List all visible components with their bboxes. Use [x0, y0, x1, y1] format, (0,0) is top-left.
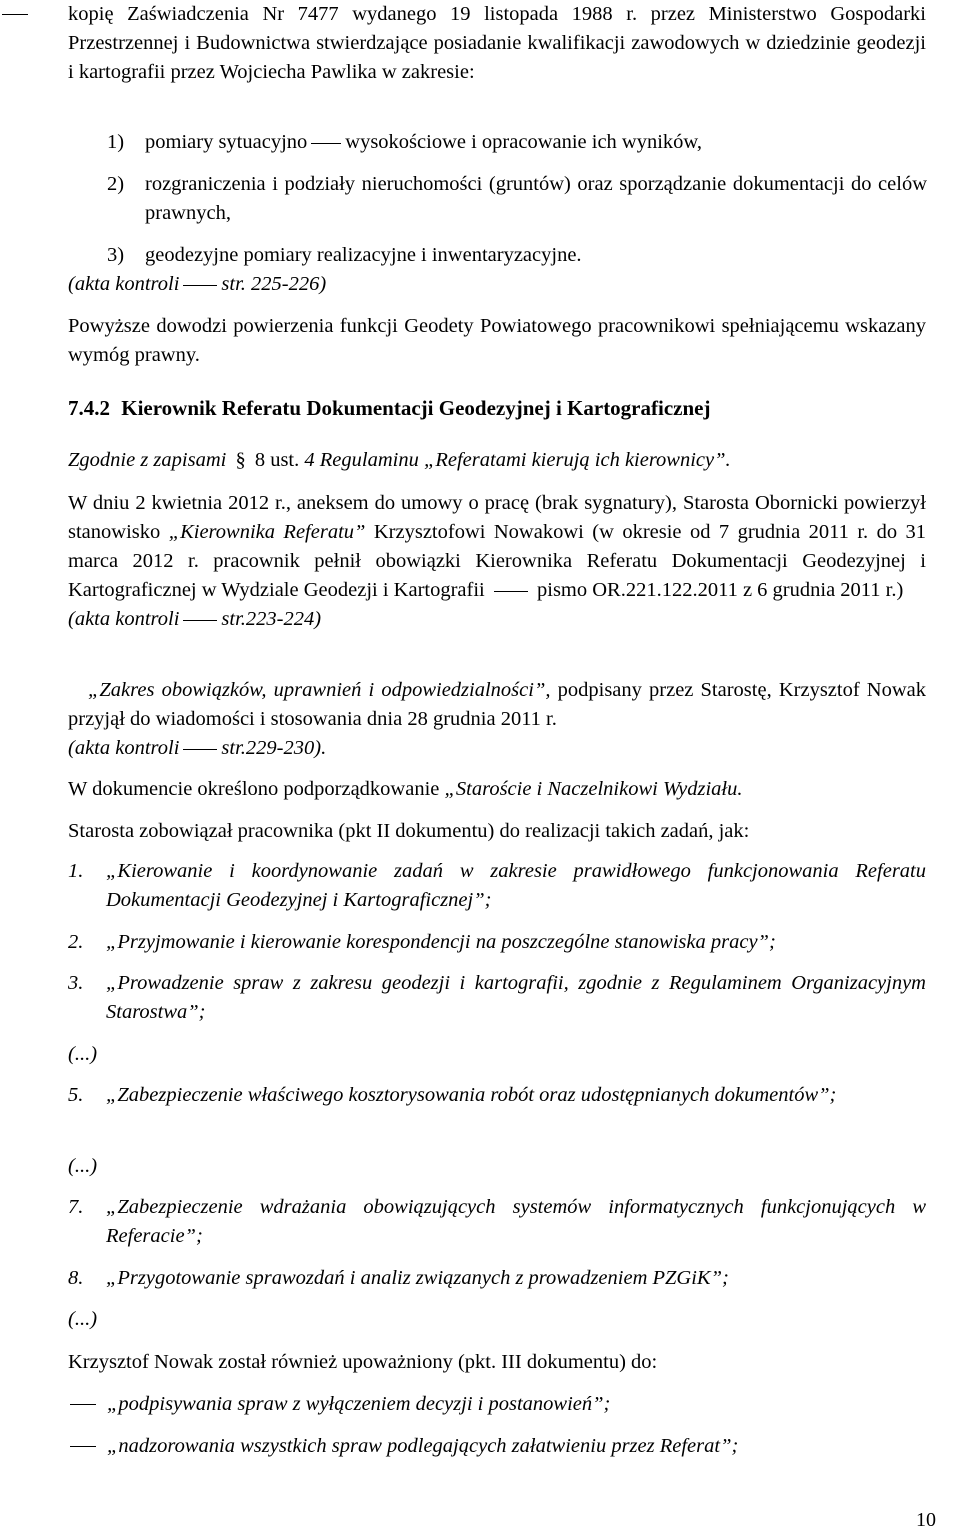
scope-item-num: 3): [107, 244, 125, 266]
dash-icon: [183, 749, 217, 750]
dash-bullet-icon: [2, 14, 28, 15]
heading-title: Kierownik Referatu Dokumentacji Geodezyjnej i Kartograficznej: [121, 396, 711, 420]
paragraph-3: W dniu 2 kwietnia 2012 r., aneksem do umowy o pracę (brak sygnatury), Starosta Obornicki powierzył stanowisko „Kierownika Referatu” Krzysztofowi Nowakowi (w okresie od 7 grudnia 2011 r. do 31 marca 2012 r. pracownik pełnił obowiązki Kierownika Referatu Dokumentacji Geodezyjnej i Kartograficznej w Wydziale Geodezji i Kartografii pismo OR.221.122.2011 z 6 grudnia 2011 r.) (akta kontroli str.223-224): [68, 492, 927, 630]
paragraph-5: W dokumencie określono podporządkowanie „Staroście i Naczelnikowi Wydziału.: [68, 778, 743, 800]
section-heading: [68, 394, 948, 423]
document-page: kopię Zaświadczenia Nr 7477 wydanego 19 listopada 1988 r. przez Ministerstwo Gospodarki Przestrzennej i Budownictwa stwierdzające posiadanie kwalifikacji zawodowych w dziedzinie geodezji i kartografii przez Wojciecha Pawlika w zakresie: 1) pomiary sytuacyjno wysokościowe i opracowanie ich wyników, 2) rozgraniczenia i podziały nieruchomości (gruntów) oraz sporządzanie dokumentacji do celów prawnych, 3) geodezyjne pomiary realizacyjne i inwentaryzacyjne. (akta kontroli str. 225-226) Powyższe dowodzi powierzenia funkcji Geodety Powiatowego pracownikowi spełniającemu wskazany wymóg prawny. 7.4.2 Kierownik Referatu Dokumentacji Geodezyjnej i Kartograficznej Zgodnie z zapisami § 8 ust. 4 Regulaminu „Referatami kierują ich kierownicy”. W dniu 2 kwietnia 2012 r., aneksem do umowy o pracę (brak sygnatury), Starosta Obornicki powierzył stanowisko „Kierownika Referatu” Krzysztofowi Nowakowi (w okresie od 7 grudnia 2011 r. do 31 marca 2012 r. pracownik pełnił obowiązki Kierownika Referatu Dokumentacji Geodezyjnej i Kartograficznej w Wydziale Geodezji i Kartografii pismo OR.221.122.2011 z 6 grudnia 2011 r.) (akta kontroli str.223-224) „Zakres obowiązków, uprawnień i odpowiedzialności”, podpisany przez Starostę, Krzysztof Nowak przyjął do wiadomości i stosowania dnia 28 grudnia 2011 r. (akta kontroli str.229-230). W dokumencie określono podporządkowanie „Staroście i Naczelnikowi Wydziału. Starosta zobowiązał pracownika (pkt II dokumentu) do realizacji takich zadań, jak: 1. „Kierowanie i koordynowanie zadań w zakresie prawidłowego funkcjonowania Referatu Dokumentacji Geodezyjnej i Kartograficznej”; 2. „Przyjmowanie i kierowanie korespondencji na poszczególne stanowiska pracy”; 3. „Prowadzenie spraw z zakresu geodezji i kartografii, zgodnie z Regulaminem Organizacyjnym Starostwa”; (...) 5. „Zabezpieczenie właściwego kosztorysowania robót oraz udostępnianych dokumentów”; (...) 7. „Zabezpieczenie wdrażania obowiązujących systemów informatycznych funkcjonujących w Referacie”; 8. „Przygotowanie sprawozdań i analiz związanych z prowadzeniem PZGiK”; (...) Krzysztof Nowak został również upoważniony (pkt. III dokumentu) do: „podpisywania spraw z wyłączeniem decyzji i postanowień”; „nadzorowania wszystkich spraw podlegających załatwieniu przez Referat”; 10: [0, 0, 960, 1537]
akta-ref-2: (akta kontroli str.223-224): [68, 608, 322, 630]
heading-number: 7.4.2: [68, 396, 110, 420]
dash-icon: [494, 591, 528, 592]
paragraph-1: Powyższe dowodzi powierzenia funkcji Geodety Powiatowego pracownikowi spełniającemu wskazany wymóg prawny.: [68, 315, 926, 366]
scope-item-text: geodezyjne pomiary realizacyjne i inwentaryzacyjne.: [145, 244, 582, 266]
scope-item-num: 1): [107, 131, 125, 153]
paragraph-2: Zgodnie z zapisami § 8 ust. 4 Regulaminu „Referatami kierują ich kierownicy”.: [68, 449, 731, 471]
scope-item-text: rozgraniczenia i podziały nieruchomości (gruntów) oraz sporządzanie dokumentacji do celów prawnych,: [145, 173, 927, 224]
dash-icon: [183, 285, 217, 286]
scope-item-text-b: wysokościowe i opracowanie ich wyników,: [345, 131, 703, 153]
scope-item-text-a: pomiary sytuacyjno: [145, 131, 308, 153]
paragraph-6: Starosta zobowiązał pracownika (pkt II dokumentu) do realizacji takich zadań, jak:: [68, 820, 750, 842]
dash-icon: [183, 620, 217, 621]
paragraph-4: „Zakres obowiązków, uprawnień i odpowiedzialności”, podpisany przez Starostę, Krzysztof Nowak przyjął do wiadomości i stosowania dnia 28 grudnia 2011 r. (akta kontroli str.229-230).: [68, 679, 927, 759]
scope-item-num: 2): [107, 173, 125, 195]
dash-bullet-icon: [70, 1404, 96, 1405]
dash-bullet-icon: [70, 1446, 96, 1447]
section-sign: §: [235, 449, 246, 471]
akta-ref-1: (akta kontroli str. 225-226): [68, 273, 327, 295]
akta-ref-3: (akta kontroli str.229-230).: [68, 737, 327, 759]
paragraph-7: Krzysztof Nowak został również upoważniony (pkt. III dokumentu) do:: [68, 1351, 658, 1373]
page-number: 10: [916, 1509, 936, 1531]
intro-text: kopię Zaświadczenia Nr 7477 wydanego 19 listopada 1988 r. przez Ministerstwo Gospodarki Przestrzennej i Budownictwa stwierdzające posiadanie kwalifikacji zawodowych w dziedzinie geodezji i kartografii przez Wojciecha Pawlika w zakresie:: [68, 3, 926, 83]
dash-icon: [311, 143, 341, 144]
